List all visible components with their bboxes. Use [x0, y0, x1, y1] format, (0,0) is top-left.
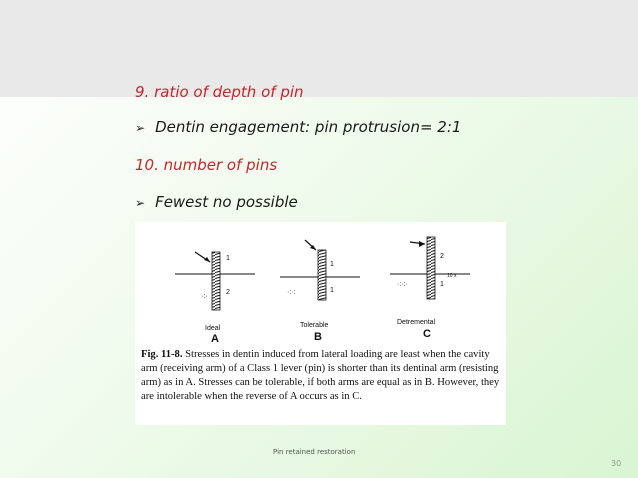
page-number: 30: [611, 459, 622, 468]
panel-b-name: Tolerable: [300, 322, 329, 329]
panel-a-name: Ideal: [205, 325, 221, 332]
panel-b: [280, 240, 360, 343]
stress-dots: ·:·:·: [397, 281, 408, 288]
panel-b-arm1: 1: [330, 261, 334, 268]
caption-text: Stresses in dentin induced from lateral loading are least when the cavity arm (receiving arm) of a Class 1 lever (pin) is shorter than its dentinal arm (resisting arm) as in A. Stresses can be tolerable, if both arms are equal as in B. However, they are intolerable when the reverse of A occurs as in C.: [141, 349, 500, 402]
heading-ratio-depth: 9. ratio of depth of pin: [135, 83, 304, 101]
panel-c-letter: C: [423, 328, 431, 340]
arrow-bullet-icon: ➢: [135, 121, 146, 135]
panel-b-letter: B: [314, 331, 322, 343]
panel-a-arm2: 2: [226, 289, 230, 296]
pin-diagram: [135, 222, 506, 347]
panel-c-name: Detremental: [397, 319, 436, 326]
header-band: [0, 0, 638, 97]
panel-b-arm2: 1: [330, 287, 334, 294]
footer-title: Pin retained restoration: [273, 448, 356, 456]
pin-stress-figure: [135, 222, 506, 425]
bullet-dentin-engagement: ➢ Dentin engagement: pin protrusion= 2:1: [135, 118, 462, 136]
bullet-fewest-possible: ➢ Fewest no possible: [135, 193, 298, 211]
panel-a: [175, 252, 255, 345]
caption-label: Fig. 11-8.: [141, 349, 183, 360]
panel-a-arm1: 1: [226, 255, 230, 262]
panel-a-letter: A: [211, 333, 219, 345]
figure-caption: [141, 348, 503, 404]
panel-c-arm1: 2: [440, 253, 444, 260]
panel-c: [390, 237, 470, 340]
panel-c-note: 10 x: [447, 273, 457, 279]
stress-dots: ·:·:: [287, 289, 296, 296]
arrow-bullet-icon: ➢: [135, 196, 146, 210]
heading-number-pins: 10. number of pins: [135, 156, 278, 174]
panel-c-arm2: 1: [440, 281, 444, 288]
stress-dots: ·:·: [201, 293, 208, 300]
